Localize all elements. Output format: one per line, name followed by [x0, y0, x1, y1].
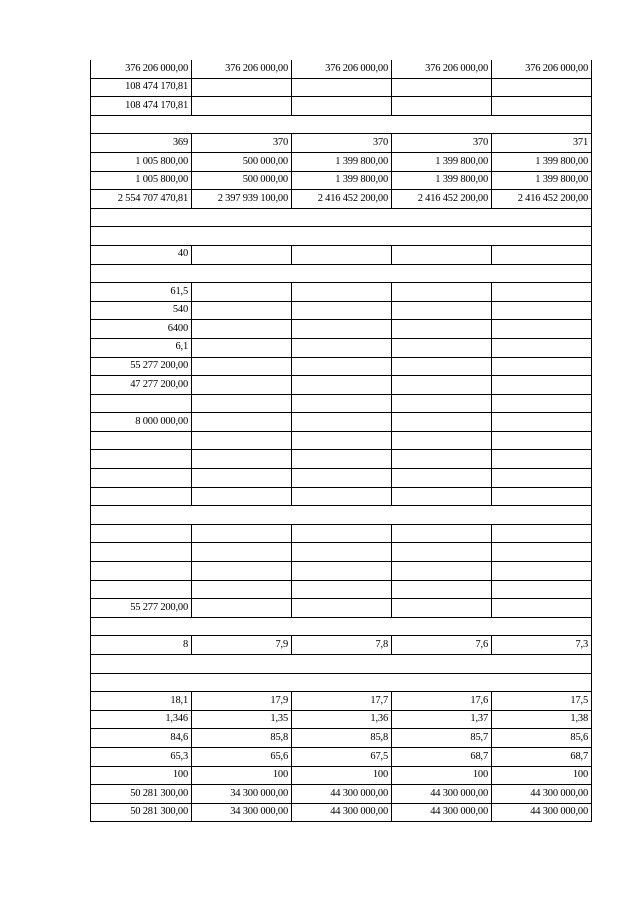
- table-cell: [91, 487, 192, 506]
- section-cell: [91, 264, 592, 283]
- table-row: [91, 413, 592, 432]
- table-cell: 500 000,00: [192, 171, 292, 190]
- table-cell: [492, 320, 592, 339]
- table-cell: 85,7: [392, 729, 492, 748]
- table-cell: [91, 394, 192, 413]
- table-cell: 1 005 800,00: [91, 152, 192, 171]
- table-cell: [91, 450, 192, 469]
- table-cell: 68,7: [392, 747, 492, 766]
- table-cell: 1 399 800,00: [492, 152, 592, 171]
- table-row: [91, 729, 592, 748]
- table-cell: 18,1: [91, 692, 192, 711]
- table-cell: [192, 413, 292, 432]
- table-cell: [492, 487, 592, 506]
- table-row: [91, 171, 592, 190]
- table-cell: [292, 78, 392, 97]
- table-cell: 7,9: [192, 636, 292, 655]
- table-cell: [292, 580, 392, 599]
- table-cell: 1 399 800,00: [292, 171, 392, 190]
- table-cell: [492, 450, 592, 469]
- table-cell: [392, 283, 492, 302]
- table-cell: [192, 469, 292, 488]
- table-cell: 17,5: [492, 692, 592, 711]
- table-cell: [492, 97, 592, 116]
- table-row: [91, 338, 592, 357]
- table-row: [91, 283, 592, 302]
- table-cell: [292, 562, 392, 581]
- table-row: [91, 320, 592, 339]
- table-cell: 2 554 707 470,81: [91, 190, 192, 209]
- table-cell: [392, 580, 492, 599]
- table-cell: [292, 413, 392, 432]
- table-cell: 44 300 000,00: [292, 785, 392, 804]
- table-cell: 7,8: [292, 636, 392, 655]
- table-cell: 376 206 000,00: [392, 60, 492, 78]
- table-cell: 61,5: [91, 283, 192, 302]
- table-cell: [492, 245, 592, 264]
- table-cell: [392, 376, 492, 395]
- table-cell: [192, 78, 292, 97]
- table-cell: [292, 338, 392, 357]
- table-cell: [292, 376, 392, 395]
- table-cell: [392, 245, 492, 264]
- table-cell: 1 399 800,00: [392, 171, 492, 190]
- table-cell: [91, 543, 192, 562]
- table-row: [91, 376, 592, 395]
- table-cell: [392, 469, 492, 488]
- table-cell: [91, 580, 192, 599]
- table-cell: 500 000,00: [192, 152, 292, 171]
- table-cell: [392, 394, 492, 413]
- table-cell: [392, 301, 492, 320]
- table-row: [91, 785, 592, 804]
- table-cell: [492, 543, 592, 562]
- table-cell: [292, 301, 392, 320]
- data-table: [90, 60, 592, 822]
- table-cell: 370: [192, 134, 292, 153]
- table-cell: 100: [192, 766, 292, 785]
- table-cell: [192, 580, 292, 599]
- table-cell: [292, 320, 392, 339]
- table-cell: 2 416 452 200,00: [292, 190, 392, 209]
- table-cell: [292, 357, 392, 376]
- table-cell: [492, 469, 592, 488]
- table-cell: 65,3: [91, 747, 192, 766]
- section-cell: [91, 115, 592, 134]
- table-cell: 8: [91, 636, 192, 655]
- table-row: [91, 636, 592, 655]
- table-cell: 85,8: [292, 729, 392, 748]
- table-cell: [192, 97, 292, 116]
- section-cell: [91, 227, 592, 246]
- table-body: [91, 60, 592, 822]
- table-cell: 376 206 000,00: [192, 60, 292, 78]
- table-cell: [292, 245, 392, 264]
- table-cell: 370: [292, 134, 392, 153]
- table-row: [91, 152, 592, 171]
- table-section-row: [91, 264, 592, 283]
- table-cell: [392, 78, 492, 97]
- table-cell: 100: [292, 766, 392, 785]
- table-cell: 68,7: [492, 747, 592, 766]
- table-cell: [392, 320, 492, 339]
- table-section-row: [91, 506, 592, 525]
- table-row: [91, 245, 592, 264]
- table-cell: [91, 469, 192, 488]
- table-cell: 7,6: [392, 636, 492, 655]
- table-row: [91, 301, 592, 320]
- table-cell: 17,9: [192, 692, 292, 711]
- table-row: [91, 580, 592, 599]
- table-cell: 44 300 000,00: [392, 803, 492, 822]
- table-cell: [192, 394, 292, 413]
- table-section-row: [91, 617, 592, 636]
- table-cell: [292, 469, 392, 488]
- section-cell: [91, 617, 592, 636]
- table-cell: 108 474 170,81: [91, 78, 192, 97]
- table-cell: 6,1: [91, 338, 192, 357]
- table-cell: [292, 487, 392, 506]
- table-cell: [492, 580, 592, 599]
- table-row: [91, 469, 592, 488]
- table-cell: 84,6: [91, 729, 192, 748]
- table-row: [91, 747, 592, 766]
- table-cell: [192, 320, 292, 339]
- table-row: [91, 190, 592, 209]
- table-cell: 8 000 000,00: [91, 413, 192, 432]
- table-cell: 376 206 000,00: [91, 60, 192, 78]
- table-cell: [492, 357, 592, 376]
- table-cell: 2 416 452 200,00: [492, 190, 592, 209]
- table-cell: [492, 301, 592, 320]
- table-cell: [192, 487, 292, 506]
- table-cell: [192, 524, 292, 543]
- table-cell: 44 300 000,00: [492, 785, 592, 804]
- table-cell: [192, 357, 292, 376]
- table-cell: [192, 431, 292, 450]
- table-cell: [492, 283, 592, 302]
- table-cell: 100: [492, 766, 592, 785]
- table-section-row: [91, 208, 592, 227]
- table-cell: 50 281 300,00: [91, 785, 192, 804]
- table-cell: [392, 599, 492, 618]
- table-cell: 1,38: [492, 710, 592, 729]
- table-row: [91, 431, 592, 450]
- table-cell: 100: [91, 766, 192, 785]
- table-cell: [492, 78, 592, 97]
- table-cell: [192, 338, 292, 357]
- table-cell: [492, 394, 592, 413]
- table-cell: 85,8: [192, 729, 292, 748]
- table-cell: 370: [392, 134, 492, 153]
- table-cell: 34 300 000,00: [192, 785, 292, 804]
- table-cell: 44 300 000,00: [292, 803, 392, 822]
- table-cell: 376 206 000,00: [292, 60, 392, 78]
- table-cell: 1 399 800,00: [392, 152, 492, 171]
- table-section-row: [91, 227, 592, 246]
- table-cell: 376 206 000,00: [492, 60, 592, 78]
- table-row: [91, 710, 592, 729]
- table-cell: [192, 450, 292, 469]
- table-cell: [392, 450, 492, 469]
- table-section-row: [91, 655, 592, 674]
- table-section-row: [91, 673, 592, 692]
- table-cell: [292, 543, 392, 562]
- table-cell: [492, 413, 592, 432]
- table-row: [91, 357, 592, 376]
- table-row: [91, 78, 592, 97]
- table-cell: 100: [392, 766, 492, 785]
- table-cell: 50 281 300,00: [91, 803, 192, 822]
- table-cell: 67,5: [292, 747, 392, 766]
- table-cell: 371: [492, 134, 592, 153]
- table-cell: [492, 524, 592, 543]
- table-cell: [492, 562, 592, 581]
- table-cell: [392, 431, 492, 450]
- table-cell: 55 277 200,00: [91, 599, 192, 618]
- table-cell: [192, 543, 292, 562]
- table-row: [91, 487, 592, 506]
- table-cell: [292, 97, 392, 116]
- table-cell: 44 300 000,00: [492, 803, 592, 822]
- table-cell: [192, 599, 292, 618]
- table-row: [91, 543, 592, 562]
- table-cell: 1 399 800,00: [492, 171, 592, 190]
- table-row: [91, 766, 592, 785]
- table-cell: [192, 376, 292, 395]
- table-cell: [292, 394, 392, 413]
- table-cell: [392, 543, 492, 562]
- table-cell: 2 416 452 200,00: [392, 190, 492, 209]
- table-cell: 55 277 200,00: [91, 357, 192, 376]
- table-cell: 1 005 800,00: [91, 171, 192, 190]
- table-cell: [392, 357, 492, 376]
- table-cell: [292, 431, 392, 450]
- table-cell: [492, 431, 592, 450]
- table-row: [91, 394, 592, 413]
- table-cell: 44 300 000,00: [392, 785, 492, 804]
- table-cell: 1,346: [91, 710, 192, 729]
- table-cell: 47 277 200,00: [91, 376, 192, 395]
- table-cell: 17,7: [292, 692, 392, 711]
- section-cell: [91, 506, 592, 525]
- table-cell: 34 300 000,00: [192, 803, 292, 822]
- table-row: [91, 803, 592, 822]
- table-cell: [392, 97, 492, 116]
- section-cell: [91, 655, 592, 674]
- table-cell: [392, 487, 492, 506]
- table-row: [91, 450, 592, 469]
- table-cell: [392, 338, 492, 357]
- table-section-row: [91, 115, 592, 134]
- table-cell: 1,37: [392, 710, 492, 729]
- table-cell: [91, 431, 192, 450]
- table-cell: 65,6: [192, 747, 292, 766]
- table-row: [91, 562, 592, 581]
- table-cell: 2 397 939 100,00: [192, 190, 292, 209]
- table-row: [91, 599, 592, 618]
- table-cell: 7,3: [492, 636, 592, 655]
- section-cell: [91, 208, 592, 227]
- table-cell: [292, 283, 392, 302]
- table-cell: 1 399 800,00: [292, 152, 392, 171]
- table-cell: 540: [91, 301, 192, 320]
- table-cell: [392, 413, 492, 432]
- table-row: [91, 524, 592, 543]
- table-cell: 85,6: [492, 729, 592, 748]
- table-cell: [392, 562, 492, 581]
- table-row: [91, 97, 592, 116]
- table-cell: [292, 524, 392, 543]
- table-cell: [292, 450, 392, 469]
- table-cell: [392, 524, 492, 543]
- table-cell: 17,6: [392, 692, 492, 711]
- table-cell: 6400: [91, 320, 192, 339]
- table-cell: [192, 283, 292, 302]
- table-cell: [91, 524, 192, 543]
- table-cell: 40: [91, 245, 192, 264]
- table-cell: [91, 562, 192, 581]
- table-row: [91, 134, 592, 153]
- table-row: [91, 692, 592, 711]
- table-cell: 369: [91, 134, 192, 153]
- table-row: [91, 60, 592, 78]
- table-cell: 1,36: [292, 710, 392, 729]
- table-cell: 1,35: [192, 710, 292, 729]
- table-cell: [192, 301, 292, 320]
- table-cell: [192, 245, 292, 264]
- section-cell: [91, 673, 592, 692]
- table-cell: [292, 599, 392, 618]
- table-cell: [492, 599, 592, 618]
- table-cell: [492, 338, 592, 357]
- table-cell: [492, 376, 592, 395]
- table-cell: 108 474 170,81: [91, 97, 192, 116]
- table-cell: [192, 562, 292, 581]
